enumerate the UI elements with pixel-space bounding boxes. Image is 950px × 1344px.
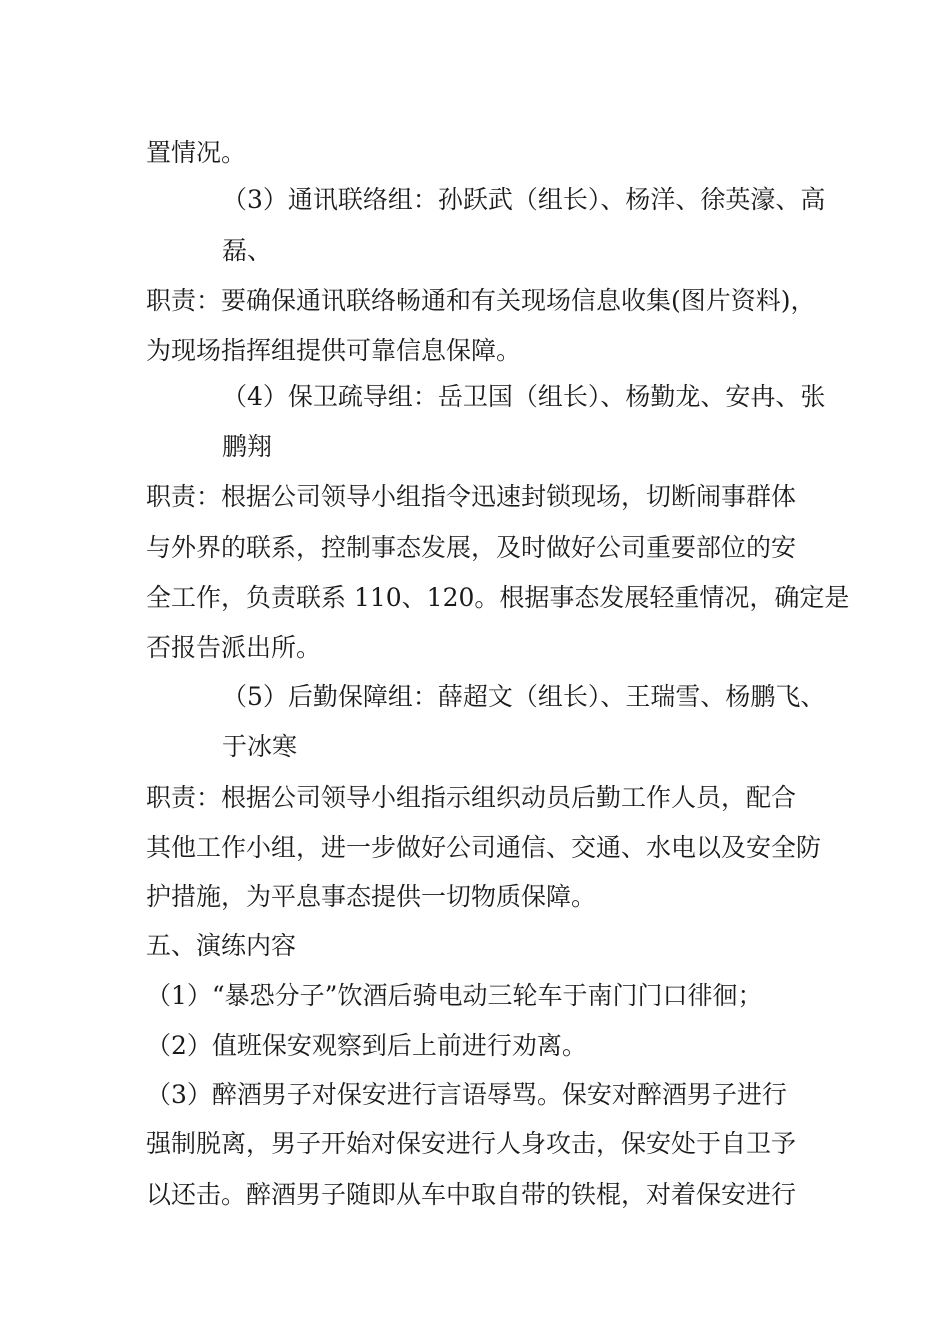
group-5-heading-cont: 于冰寒 [222, 732, 298, 761]
group-5-duty-cont-2: 护措施，为平息事态提供一切物质保障。 [146, 882, 597, 911]
group-3-heading: （3）通讯联络组：孙跃武（组长）、杨洋、徐英濠、高 [222, 185, 826, 214]
group-5-heading: （5）后勤保障组：薛超文（组长）、王瑞雪、杨鹏飞、 [222, 682, 826, 711]
group-4-duty-cont-2: 全工作，负责联系 110、120。根据事态发展轻重情况，确定是 [146, 583, 850, 612]
group-4-duty-cont-3: 否报告派出所。 [146, 633, 322, 662]
section-5-heading: 五、演练内容 [146, 931, 297, 960]
group-3-heading-cont: 磊、 [222, 236, 273, 265]
group-5-duty-cont-1: 其他工作小组，进一步做好公司通信、交通、水电以及安全防 [146, 833, 822, 862]
drill-step-3-cont-1: 强制脱离，男子开始对保安进行人身攻击，保安处于自卫予 [146, 1129, 797, 1158]
text-line-closing-fragment: 置情况。 [146, 138, 247, 167]
drill-step-3: （3）醉酒男子对保安进行言语辱骂。保安对醉酒男子进行 [146, 1080, 787, 1109]
group-3-duty-cont: 为现场指挥组提供可靠信息保障。 [146, 336, 522, 365]
group-3-duty: 职责：要确保通讯联络畅通和有关现场信息收集(图片资料)， [146, 286, 816, 315]
group-5-duty: 职责：根据公司领导小组指示组织动员后勤工作人员，配合 [146, 783, 797, 812]
drill-step-1: （1）“暴恐分子”饮酒后骑电动三轮车于南门门口徘徊； [146, 981, 763, 1010]
drill-step-3-cont-2: 以还击。醉酒男子随即从车中取自带的铁棍，对着保安进行 [146, 1180, 797, 1209]
group-4-duty-cont-1: 与外界的联系，控制事态发展，及时做好公司重要部位的安 [146, 533, 797, 562]
drill-step-2: （2）值班保安观察到后上前进行劝离。 [146, 1031, 587, 1060]
group-4-duty: 职责：根据公司领导小组指令迅速封锁现场，切断闹事群体 [146, 482, 797, 511]
group-4-heading: （4）保卫疏导组：岳卫国（组长）、杨勤龙、安冉、张 [222, 382, 826, 411]
group-4-heading-cont: 鹏翔 [222, 432, 273, 461]
